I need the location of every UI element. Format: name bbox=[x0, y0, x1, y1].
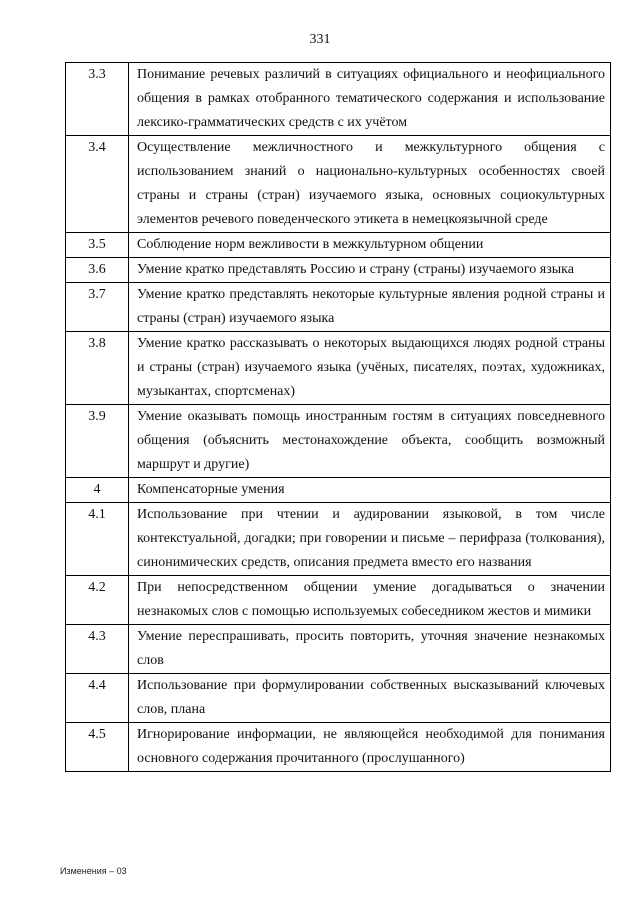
row-number: 4.3 bbox=[66, 625, 129, 674]
table-row bbox=[66, 233, 611, 258]
content-table bbox=[65, 62, 611, 772]
row-number: 4 bbox=[66, 478, 129, 503]
table-row bbox=[66, 63, 611, 136]
row-text: При непосредственном общении умение догадываться о значении незнакомых слов с помощью используемых собеседником жестов и мимики bbox=[129, 576, 611, 625]
table-row bbox=[66, 674, 611, 723]
row-text: Умение кратко представлять некоторые культурные явления родной страны и страны (стран) изучаемого языка bbox=[129, 283, 611, 332]
row-text: Умение оказывать помощь иностранным гостям в ситуациях повседневного общения (объяснить местонахождение объекта, сообщить возможный маршрут и другие) bbox=[129, 405, 611, 478]
row-text: Умение кратко рассказывать о некоторых выдающихся людях родной страны и страны (стран) изучаемого языка (учёных, писателях, поэтах, художниках, музыкантах, спортсменах) bbox=[129, 332, 611, 405]
row-text: Компенсаторные умения bbox=[129, 478, 611, 503]
table-row bbox=[66, 258, 611, 283]
table-row bbox=[66, 405, 611, 478]
row-number: 3.3 bbox=[66, 63, 129, 136]
table-row bbox=[66, 625, 611, 674]
row-text: Понимание речевых различий в ситуациях официального и неофициального общения в рамках отобранного тематического содержания и использование лексико-грамматических средств с их учётом bbox=[129, 63, 611, 136]
table-row bbox=[66, 332, 611, 405]
row-number: 4.1 bbox=[66, 503, 129, 576]
table-row bbox=[66, 503, 611, 576]
row-text: Осуществление межличностного и межкультурного общения с использованием знаний о национально-культурных особенностях своей страны и страны (стран) изучаемого языка, основных социокультурных элементов речевого поведенческого этикета в немецкоязычной среде bbox=[129, 136, 611, 233]
row-text: Использование при формулировании собственных высказываний ключевых слов, плана bbox=[129, 674, 611, 723]
row-number: 4.4 bbox=[66, 674, 129, 723]
row-number: 3.7 bbox=[66, 283, 129, 332]
page-number: 331 bbox=[309, 32, 331, 47]
row-number: 3.4 bbox=[66, 136, 129, 233]
table-row bbox=[66, 283, 611, 332]
row-number: 3.5 bbox=[66, 233, 129, 258]
row-text: Игнорирование информации, не являющейся необходимой для понимания основного содержания прочитанного (прослушанного) bbox=[129, 723, 611, 772]
row-number: 4.2 bbox=[66, 576, 129, 625]
row-number: 3.6 bbox=[66, 258, 129, 283]
table-row bbox=[66, 723, 611, 772]
footer-note: Изменения – 03 bbox=[60, 866, 127, 876]
row-text: Соблюдение норм вежливости в межкультурном общении bbox=[129, 233, 611, 258]
table-row bbox=[66, 136, 611, 233]
table-row bbox=[66, 478, 611, 503]
row-number: 3.8 bbox=[66, 332, 129, 405]
row-text: Использование при чтении и аудировании языковой, в том числе контекстуальной, догадки; при говорении и письме – перифраза (толкования), синонимических средств, описания предмета вместо его названия bbox=[129, 503, 611, 576]
table-row bbox=[66, 576, 611, 625]
row-number: 4.5 bbox=[66, 723, 129, 772]
row-number: 3.9 bbox=[66, 405, 129, 478]
row-text: Умение кратко представлять Россию и страну (страны) изучаемого языка bbox=[129, 258, 611, 283]
row-text: Умение переспрашивать, просить повторить, уточняя значение незнакомых слов bbox=[129, 625, 611, 674]
